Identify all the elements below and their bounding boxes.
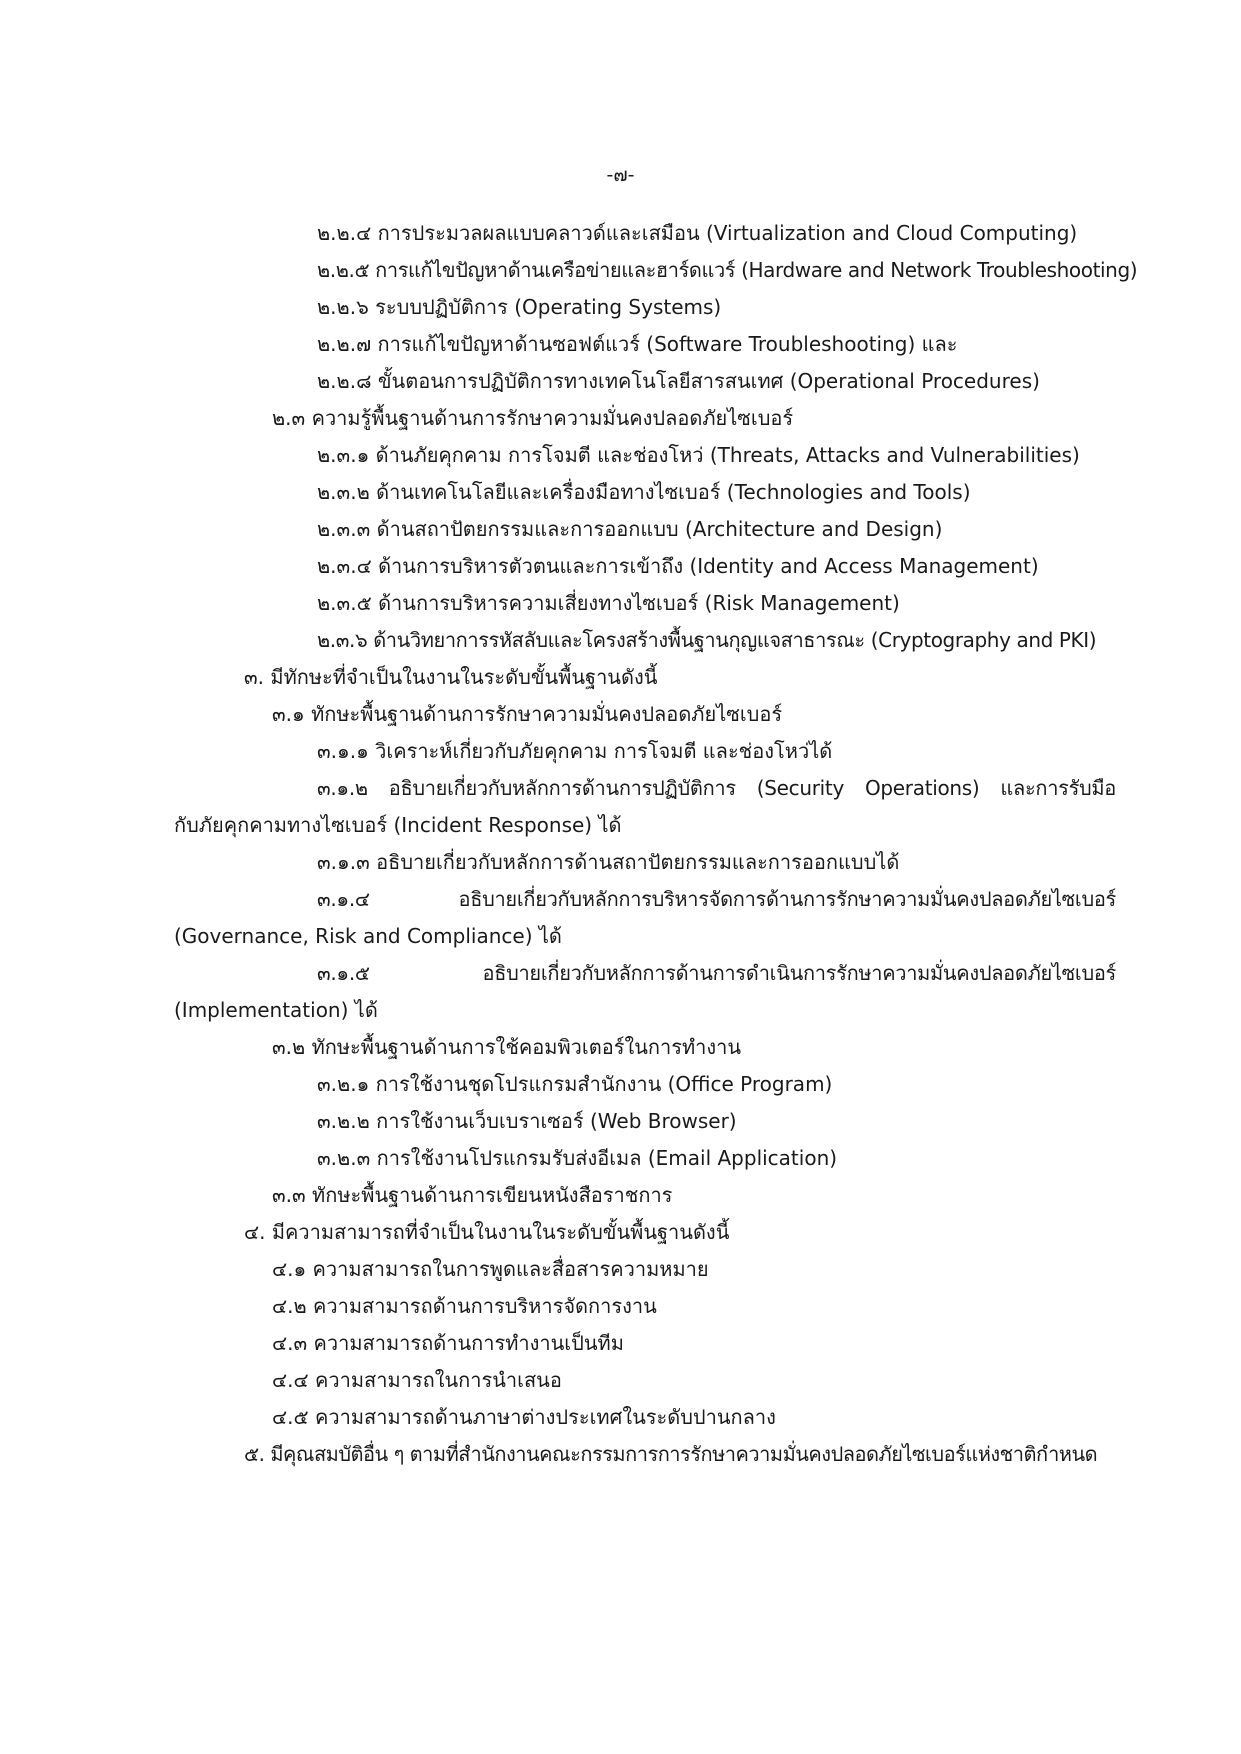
list-item-3-1-5-continued: (Implementation) ได้ xyxy=(174,998,378,1022)
list-item-2-3-6: ๒.๓.๖ ด้านวิทยาการรหัสลับและโครงสร้างพื้นฐานกุญแจสาธารณะ (Cryptography and PKI) xyxy=(317,628,1097,652)
section-3-2-heading: ๓.๒ ทักษะพื้นฐานด้านการใช้คอมพิวเตอร์ในการทำงาน xyxy=(272,1035,742,1059)
section-5-heading: ๕. มีคุณสมบัติอื่น ๆ ตามที่สำนักงานคณะกรรมการการรักษาความมั่นคงปลอดภัยไซเบอร์แห่งชาติกำหนด xyxy=(244,1442,1098,1466)
section-4-heading: ๔. มีความสามารถที่จำเป็นในงานในระดับขั้นพื้นฐานดังนี้ xyxy=(244,1220,730,1244)
list-item-3-2-1: ๓.๒.๑ การใช้งานชุดโปรแกรมสำนักงาน (Office Program) xyxy=(317,1072,833,1096)
list-item-3-1-1: ๓.๑.๑ วิเคราะห์เกี่ยวกับภัยคุกคาม การโจมตี และช่องโหว่ได้ xyxy=(317,739,833,763)
list-item-2-3-1: ๒.๓.๑ ด้านภัยคุกคาม การโจมตี และช่องโหว่ (Threats, Attacks and Vulnerabilities) xyxy=(317,443,1080,467)
list-item-3-1-3: ๓.๑.๓ อธิบายเกี่ยวกับหลักการด้านสถาปัตยกรรมและการออกแบบได้ xyxy=(317,850,900,874)
list-item-3-1-2-continued: กับภัยคุกคามทางไซเบอร์ (Incident Response) ได้ xyxy=(174,813,622,837)
list-item-4-1: ๔.๑ ความสามารถในการพูดและสื่อสารความหมาย xyxy=(272,1257,709,1281)
list-item-2-3-5: ๒.๓.๕ ด้านการบริหารความเสี่ยงทางไซเบอร์ (Risk Management) xyxy=(317,591,900,615)
section-3-heading: ๓. มีทักษะที่จำเป็นในงานในระดับขั้นพื้นฐานดังนี้ xyxy=(244,665,658,689)
section-3-3-heading: ๓.๓ ทักษะพื้นฐานด้านการเขียนหนังสือราชการ xyxy=(272,1183,673,1207)
list-item-2-3-2: ๒.๓.๒ ด้านเทคโนโลยีและเครื่องมือทางไซเบอร์ (Technologies and Tools) xyxy=(317,480,971,504)
list-item-3-1-5: ๓.๑.๕ อธิบายเกี่ยวกับหลักการด้านการดำเนินการรักษาความมั่นคงปลอดภัยไซเบอร์ xyxy=(317,961,1116,985)
list-item-3-2-3: ๓.๒.๓ การใช้งานโปรแกรมรับส่งอีเมล (Email Application) xyxy=(317,1146,838,1170)
list-item-4-3: ๔.๓ ความสามารถด้านการทำงานเป็นทีม xyxy=(272,1331,624,1355)
section-3-1-heading: ๓.๑ ทักษะพื้นฐานด้านการรักษาความมั่นคงปลอดภัยไซเบอร์ xyxy=(272,702,783,726)
list-item-3-1-4: ๓.๑.๔ อธิบายเกี่ยวกับหลักการบริหารจัดการด้านการรักษาความมั่นคงปลอดภัยไซเบอร์ xyxy=(317,887,1116,911)
list-item-2-2-7: ๒.๒.๗ การแก้ไขปัญหาด้านซอฟต์แวร์ (Software Troubleshooting) และ xyxy=(317,332,958,356)
list-item-2-3-4: ๒.๓.๔ ด้านการบริหารตัวตนและการเข้าถึง (Identity and Access Management) xyxy=(317,554,1039,578)
list-item-3-1-4-continued: (Governance, Risk and Compliance) ได้ xyxy=(174,924,562,948)
list-item-2-2-8: ๒.๒.๘ ขั้นตอนการปฏิบัติการทางเทคโนโลยีสารสนเทศ (Operational Procedures) xyxy=(317,369,1040,393)
section-2-3-heading: ๒.๓ ความรู้พื้นฐานด้านการรักษาความมั่นคงปลอดภัยไซเบอร์ xyxy=(272,406,794,430)
list-item-3-2-2: ๓.๒.๒ การใช้งานเว็บเบราเซอร์ (Web Browser) xyxy=(317,1109,737,1133)
list-item-4-4: ๔.๔ ความสามารถในการนำเสนอ xyxy=(272,1368,562,1392)
list-item-4-5: ๔.๕ ความสามารถด้านภาษาต่างประเทศในระดับปานกลาง xyxy=(272,1405,776,1429)
page-number: -๗- xyxy=(606,164,635,186)
list-item-2-2-6: ๒.๒.๖ ระบบปฏิบัติการ (Operating Systems) xyxy=(317,295,722,319)
list-item-2-2-5: ๒.๒.๕ การแก้ไขปัญหาด้านเครือข่ายและฮาร์ดแวร์ (Hardware and Network Troubleshooting) xyxy=(317,258,1138,282)
document-body xyxy=(0,215,1241,1473)
list-item-2-3-3: ๒.๓.๓ ด้านสถาปัตยกรรมและการออกแบบ (Architecture and Design) xyxy=(317,517,943,541)
list-item-2-2-4: ๒.๒.๔ การประมวลผลแบบคลาวด์และเสมือน (Virtualization and Cloud Computing) xyxy=(317,221,1078,245)
list-item-4-2: ๔.๒ ความสามารถด้านการบริหารจัดการงาน xyxy=(272,1294,657,1318)
list-item-3-1-2: ๓.๑.๒ อธิบายเกี่ยวกับหลักการด้านการปฏิบัติการ (Security Operations) และการรับมือ xyxy=(317,776,1116,800)
